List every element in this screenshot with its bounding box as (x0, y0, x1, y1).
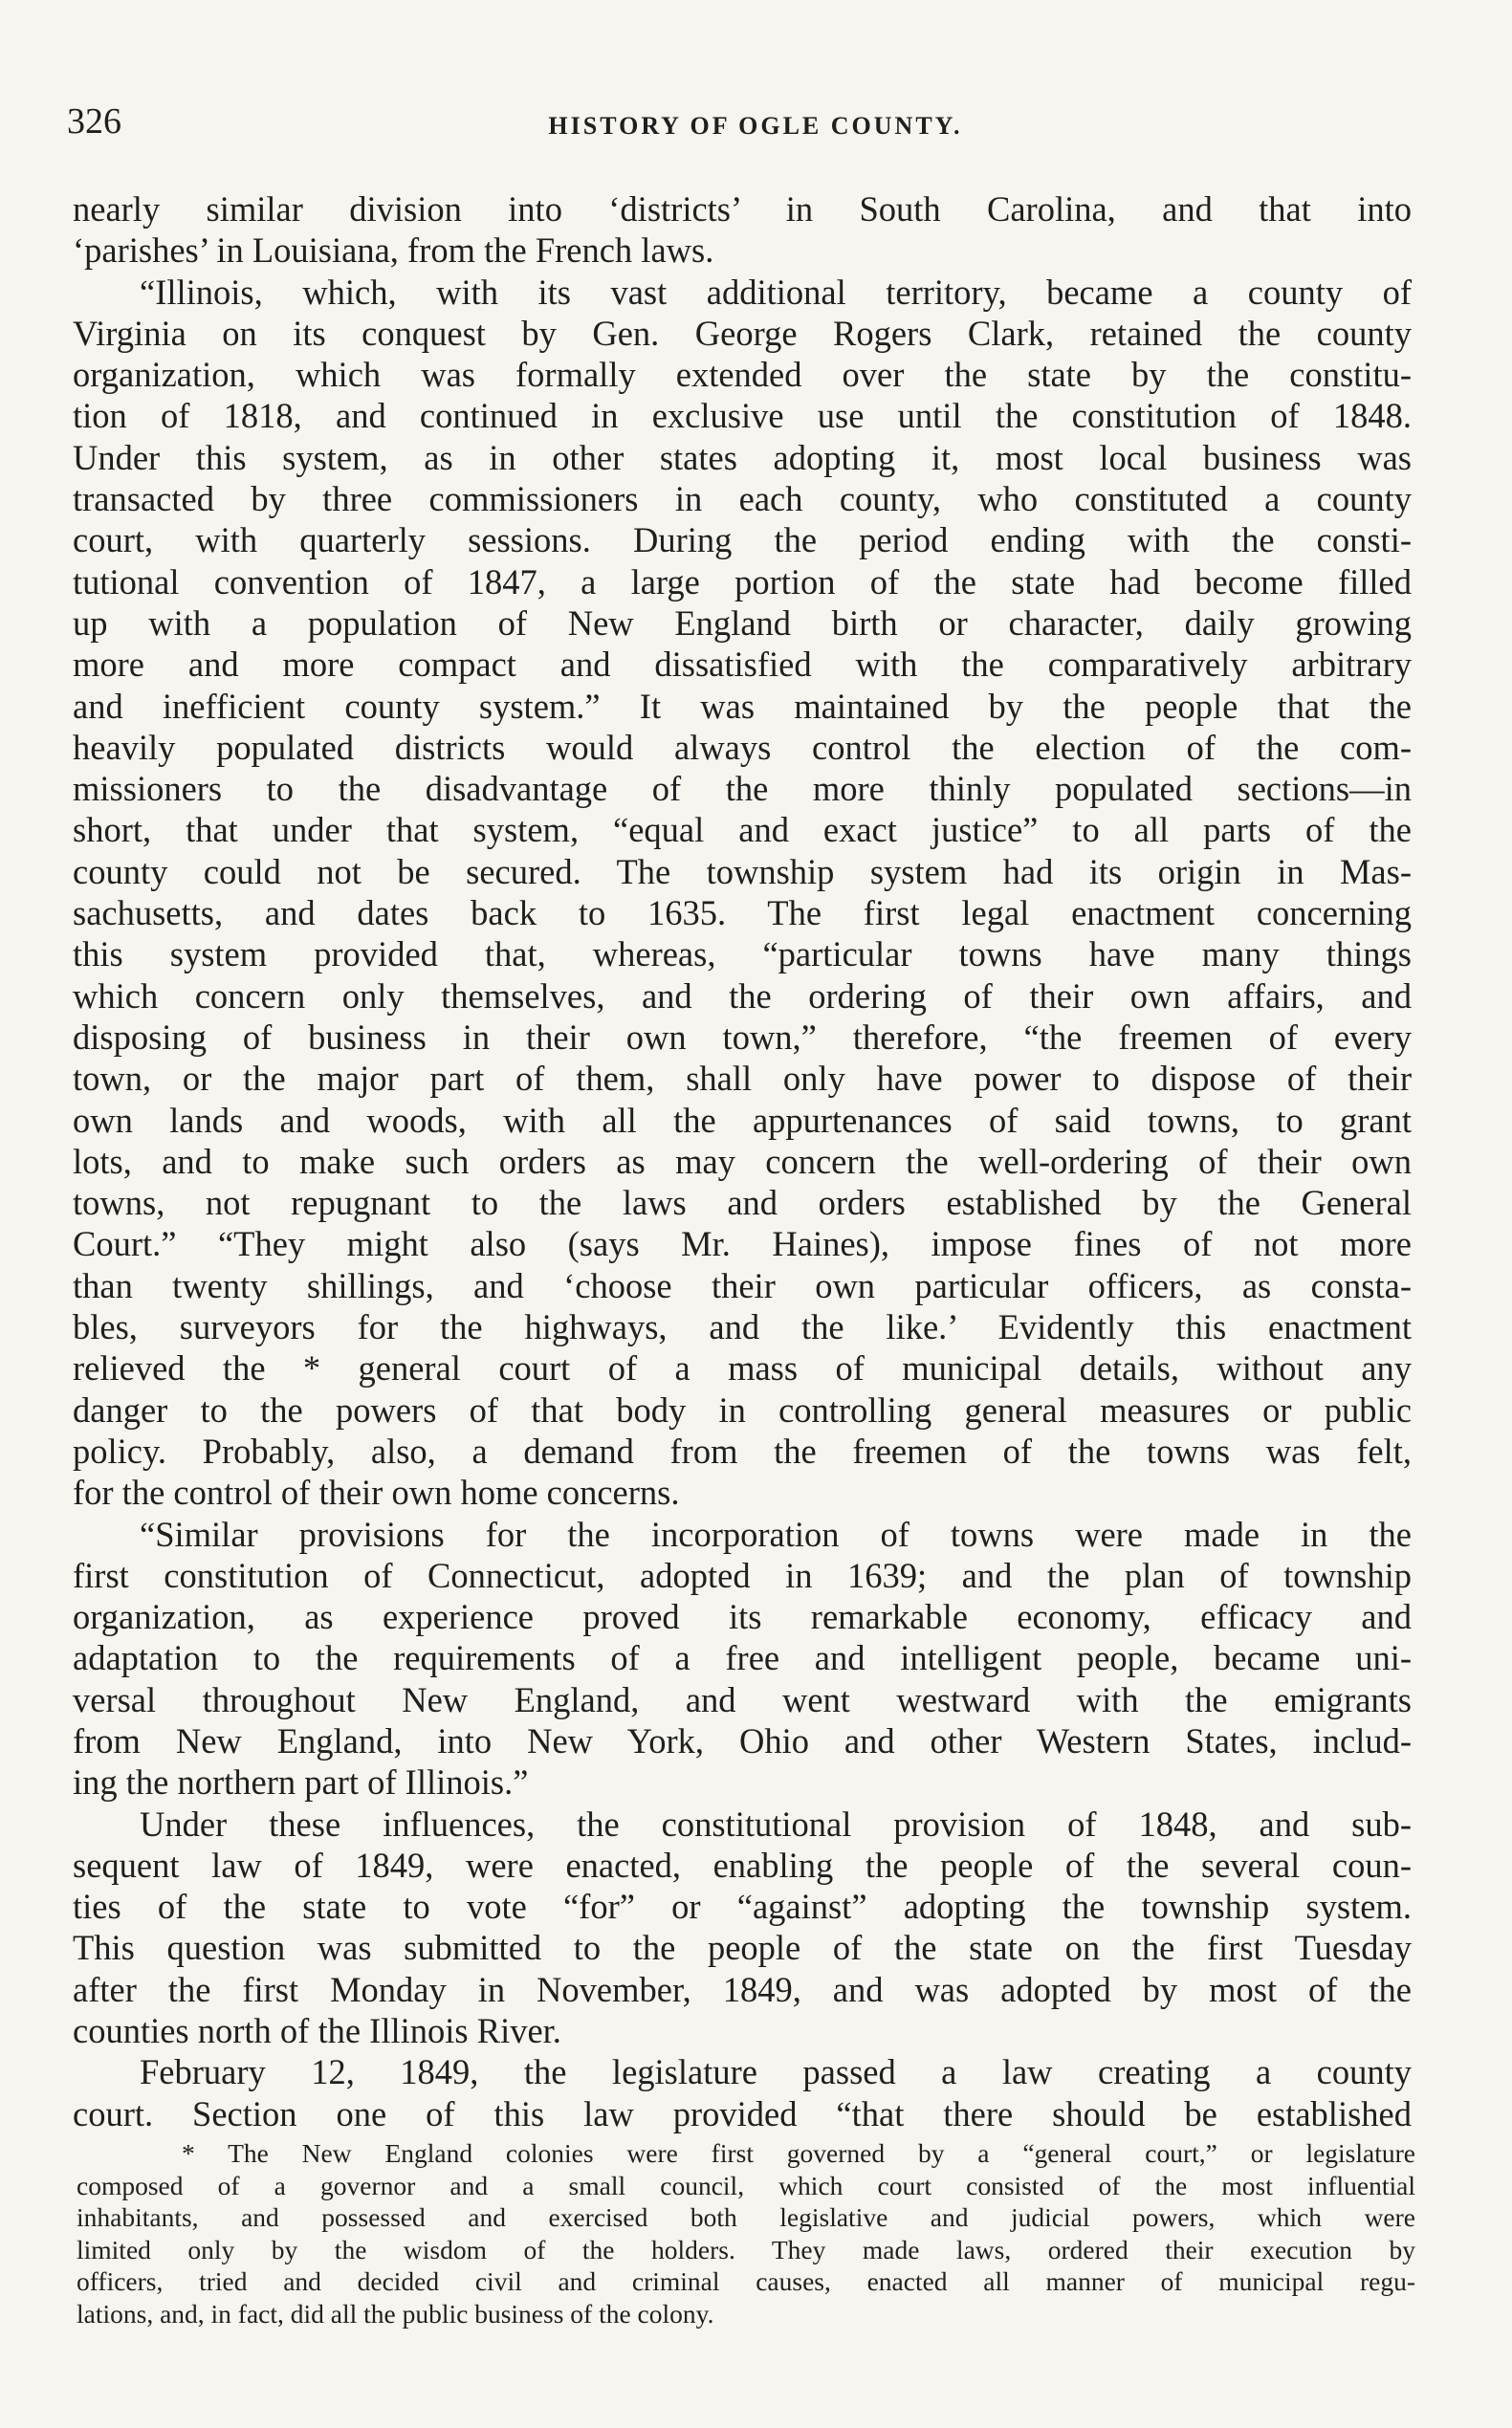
text-line: court, with quarterly sessions. During the period ending with the consti- (73, 520, 1412, 560)
text-line: disposing of business in their own town,” therefore, “the freemen of every (73, 1017, 1412, 1057)
body-text (73, 188, 1412, 2134)
page-header (67, 100, 1444, 148)
text-line: first constitution of Connecticut, adopted in 1639; and the plan of township (73, 1555, 1412, 1595)
footnote-line: limited only by the wisdom of the holders. They made laws, ordered their execution by (77, 2234, 1415, 2264)
text-line: organization, which was formally extended over the state by the constitu- (73, 355, 1412, 395)
text-line: Virginia on its conquest by Gen. George Rogers Clark, retained the county (73, 313, 1412, 353)
text-line: for the control of their own home concerns. (73, 1473, 680, 1513)
text-line: short, that under that system, “equal and exact justice” to all parts of the (73, 810, 1412, 850)
footnote (77, 2137, 1415, 2330)
text-line: versal throughout New England, and went westward with the emigrants (73, 1679, 1412, 1719)
text-line: court. Section one of this law provided “that there should be established (73, 2093, 1412, 2133)
text-line: up with a population of New England birth or character, daily growing (73, 602, 1412, 643)
text-line: Under these influences, the constitutional provision of 1848, and sub- (140, 1804, 1412, 1844)
text-line: This question was submitted to the people of the state on the first Tuesday (73, 1928, 1412, 1968)
footnote-line: inhabitants, and possessed and exercised both legislative and judicial powers, which were (77, 2202, 1415, 2233)
text-line: than twenty shillings, and ‘choose their own particular officers, as consta- (73, 1265, 1412, 1305)
text-line: February 12, 1849, the legislature passed a law creating a county (140, 2052, 1412, 2092)
text-line: policy. Probably, also, a demand from the freemen of the towns was felt, (73, 1431, 1412, 1471)
text-line: heavily populated districts would always control the election of the com- (73, 727, 1412, 767)
text-line: lots, and to make such orders as may concern the well-ordering of their own (73, 1141, 1412, 1181)
text-line: town, or the major part of them, shall only have power to dispose of their (73, 1059, 1412, 1099)
text-line: ‘parishes’ in Louisiana, from the French laws. (73, 230, 714, 271)
text-line: and inefficient county system.” It was maintained by the people that the (73, 686, 1412, 726)
text-line: tutional convention of 1847, a large portion of the state had become filled (73, 561, 1412, 602)
text-line: counties north of the Illinois River. (73, 2011, 561, 2051)
text-line: bles, surveyors for the highways, and the like.’ Evidently this enactment (73, 1307, 1412, 1347)
text-line: which concern only themselves, and the ordering of their own affairs, and (73, 975, 1412, 1016)
text-line: ing the northern part of Illinois.” (73, 1762, 529, 1803)
text-line: sequent law of 1849, were enacted, enabling the people of the several coun- (73, 1845, 1412, 1885)
text-line: tion of 1818, and continued in exclusive use until the constitution of 1848. (73, 396, 1412, 436)
text-line: this system provided that, whereas, “particular towns have many things (73, 934, 1412, 974)
footnote-line: * The New England colonies were first governed by a “general court,” or legislature (182, 2138, 1415, 2168)
text-line: after the first Monday in November, 1849, and was adopted by most of the (73, 1969, 1412, 2009)
text-line: adaptation to the requirements of a free and intelligent people, became uni- (73, 1638, 1412, 1678)
footnote-line: officers, tried and decided civil and criminal causes, enacted all manner of municipal regu- (77, 2266, 1415, 2297)
text-line: from New England, into New York, Ohio and other Western States, includ- (73, 1720, 1412, 1761)
page-number: 326 (67, 101, 121, 142)
text-line: own lands and woods, with all the appurtenances of said towns, to grant (73, 1100, 1412, 1140)
footnote-line: composed of a governor and a small council, which court consisted of the most influential (77, 2170, 1415, 2200)
text-line: missioners to the disadvantage of the more thinly populated sections—in (73, 769, 1412, 809)
text-line: Court.” “They might also (says Mr. Haines), impose fines of not more (73, 1224, 1412, 1264)
text-line: “Illinois, which, with its vast additional territory, became a county of (140, 272, 1412, 312)
text-line: Under this system, as in other states adopting it, most local business was (73, 437, 1412, 477)
text-line: towns, not repugnant to the laws and orders established by the General (73, 1183, 1412, 1223)
text-line: “Similar provisions for the incorporation of towns were made in the (140, 1514, 1412, 1554)
text-line: nearly similar division into ‘districts’ in South Carolina, and that into (73, 189, 1412, 229)
text-line: county could not be secured. The township system had its origin in Mas- (73, 851, 1412, 891)
text-line: transacted by three commissioners in each county, who constituted a county (73, 479, 1412, 519)
text-line: relieved the * general court of a mass of municipal details, without any (73, 1348, 1412, 1389)
text-line: danger to the powers of that body in controlling general measures or public (73, 1389, 1412, 1430)
text-line: organization, as experience proved its remarkable economy, efficacy and (73, 1597, 1412, 1637)
running-title: HISTORY OF OGLE COUNTY. (548, 112, 963, 140)
footnote-line: lations, and, in fact, did all the public business of the colony. (77, 2298, 714, 2329)
text-line: more and more compact and dissatisfied with the comparatively arbitrary (73, 645, 1412, 685)
text-line: sachusetts, and dates back to 1635. The first legal enactment concerning (73, 893, 1412, 933)
text-line: ties of the state to vote “for” or “against” adopting the township system. (73, 1887, 1412, 1927)
